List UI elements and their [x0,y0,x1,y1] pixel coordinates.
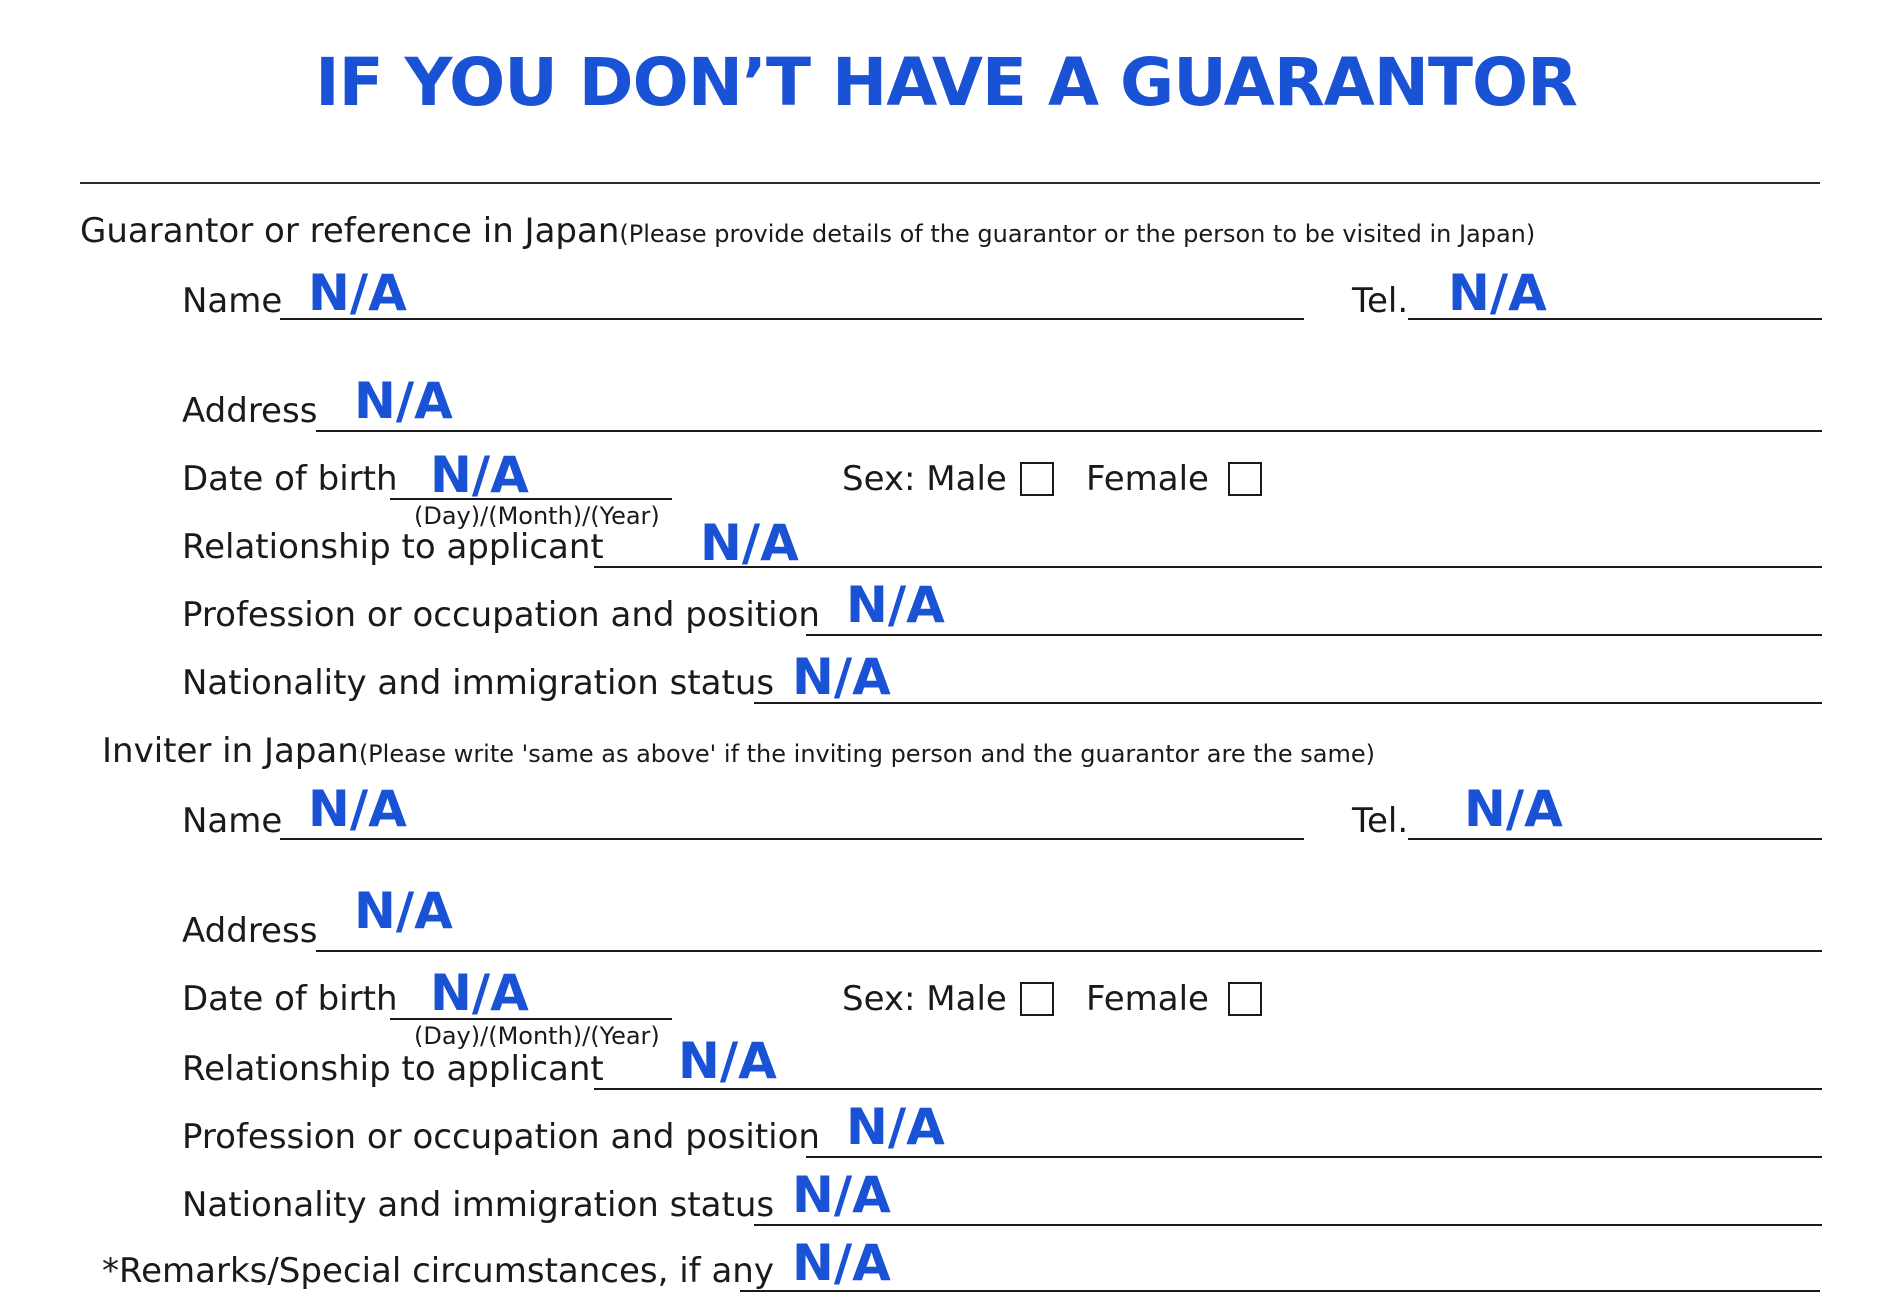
guarantor-nationality-label: Nationality and immigration status [182,663,775,703]
guarantor-tel-label: Tel. [1352,281,1409,321]
guarantor-name-label: Name [182,281,283,321]
guarantor-name-line [280,318,1304,320]
guarantor-name-field[interactable]: N/A [308,264,407,322]
inviter-sex-female-label: Female [1086,979,1209,1019]
inviter-address-label: Address [182,911,318,951]
inviter-nationality-line [754,1224,1822,1226]
inviter-nationality-field[interactable]: N/A [792,1166,891,1224]
inviter-heading-note: (Please write 'same as above' if the inviting person and the guarantor are the same) [358,740,1375,768]
inviter-address-line [316,950,1822,952]
inviter-profession-field[interactable]: N/A [846,1098,945,1156]
guarantor-dob-field[interactable]: N/A [430,446,529,504]
inviter-name-field[interactable]: N/A [308,780,407,838]
inviter-name-line [280,838,1304,840]
inviter-tel-field[interactable]: N/A [1464,780,1563,838]
guarantor-nationality-field[interactable]: N/A [792,648,891,706]
guarantor-female-checkbox[interactable] [1228,462,1262,496]
guarantor-address-field[interactable]: N/A [354,372,453,430]
remarks-line [740,1290,1820,1292]
guarantor-profession-line [806,634,1822,636]
guarantor-relationship-label: Relationship to applicant [182,527,604,567]
inviter-nationality-label: Nationality and immigration status [182,1185,775,1225]
guarantor-tel-field[interactable]: N/A [1448,264,1547,322]
guarantor-section-heading [80,211,1536,251]
guarantor-profession-field[interactable]: N/A [846,576,945,634]
inviter-profession-label: Profession or occupation and position [182,1117,820,1157]
guarantor-sex-female-label: Female [1086,459,1209,499]
inviter-dob-format: (Day)/(Month)/(Year) [414,1022,660,1050]
inviter-relationship-field[interactable]: N/A [678,1032,777,1090]
guarantor-dob-label: Date of birth [182,459,398,499]
remarks-field[interactable]: N/A [792,1234,891,1292]
inviter-relationship-line [594,1088,1822,1090]
inviter-sex-male-label: Sex: Male [842,979,1007,1019]
remarks-label: *Remarks/Special circumstances, if any [102,1251,774,1291]
inviter-profession-line [806,1156,1822,1158]
guarantor-address-line [316,430,1822,432]
guarantor-male-checkbox[interactable] [1020,462,1054,496]
inviter-address-field[interactable]: N/A [354,882,453,940]
guarantor-nationality-line [754,702,1822,704]
inviter-dob-field[interactable]: N/A [430,964,529,1022]
inviter-relationship-label: Relationship to applicant [182,1049,604,1089]
inviter-dob-label: Date of birth [182,979,398,1019]
page-title: IF YOU DON’T HAVE A GUARANTOR [315,44,1577,121]
guarantor-relationship-field[interactable]: N/A [700,514,799,572]
inviter-tel-label: Tel. [1352,801,1409,841]
inviter-male-checkbox[interactable] [1020,982,1054,1016]
guarantor-address-label: Address [182,391,318,431]
guarantor-dob-format: (Day)/(Month)/(Year) [414,502,660,530]
inviter-tel-line [1408,838,1822,840]
inviter-heading-text: Inviter in Japan [102,731,359,771]
guarantor-heading-note: (Please provide details of the guarantor or the person to be visited in Japan) [619,220,1536,248]
guarantor-profession-label: Profession or occupation and position [182,595,820,635]
guarantor-heading-text: Guarantor or reference in Japan [80,211,620,251]
top-divider [80,182,1820,184]
inviter-section-heading [102,731,1375,771]
guarantor-sex-male-label: Sex: Male [842,459,1007,499]
inviter-female-checkbox[interactable] [1228,982,1262,1016]
inviter-name-label: Name [182,801,283,841]
